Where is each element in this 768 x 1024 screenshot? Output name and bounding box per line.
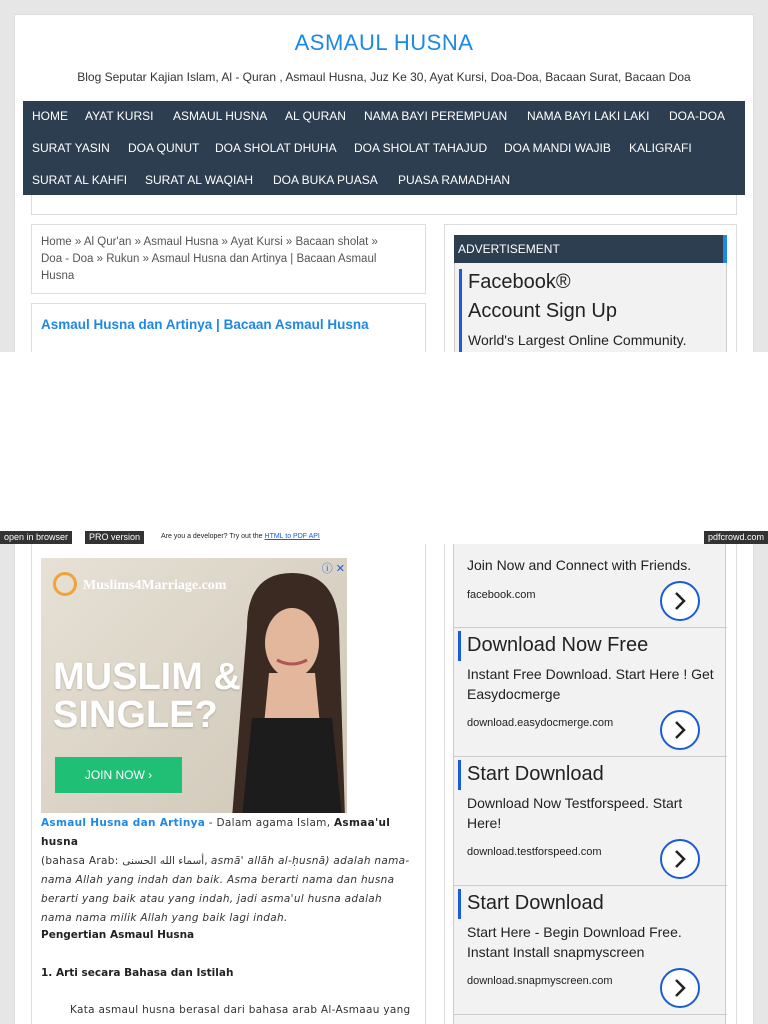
post-header <box>31 303 426 352</box>
open-in-browser-link[interactable]: open in browser <box>0 531 72 544</box>
nav-bottom-border <box>31 195 737 215</box>
ad-desc-testforspeed[interactable]: Download Now Testforspeed. Start Here! <box>467 795 683 831</box>
ad-title-start-download-2[interactable]: Start Download <box>467 892 604 914</box>
ad-desc-facebook-join[interactable]: Join Now and Connect with Friends. <box>467 557 692 573</box>
ad-unit-facebook[interactable] <box>454 544 727 628</box>
join-now-button[interactable]: JOIN NOW › <box>55 757 182 793</box>
ad-title-start-download[interactable]: Start Download <box>467 763 604 785</box>
sidebar <box>444 224 737 352</box>
ad-domain-snapmyscreen[interactable]: download.snapmyscreen.com <box>467 975 613 987</box>
ad-accent-bar <box>459 269 462 352</box>
ad-unit-testforspeed[interactable] <box>454 757 727 886</box>
ad-panel-bottom <box>453 544 726 1024</box>
nav-item-kaligrafi[interactable]: KALIGRAFI <box>629 141 692 155</box>
article-transliteration: asmā' allāh al-ḥusnā) adalah nama-nama Allah yang indah dan baik. Asma berarti nama dan husna berarti yang baik atau yang indah, jadi asma'ul husna adalah nama nama milik Allah yang baik lagi indah. <box>41 855 410 924</box>
breadcrumb-line-1[interactable]: Home » Al Qur'an » Asmaul Husna » Ayat Kursi » Bacaan sholat » <box>41 236 378 248</box>
nav-item-surat-al-kahfi[interactable]: SURAT AL KAHFI <box>32 173 128 187</box>
adchoices-close-icon[interactable]: ⓘ ✕ <box>321 563 345 575</box>
nav-item-surat-al-waqiah[interactable]: SURAT AL WAQIAH <box>145 173 254 187</box>
nav-item-doa-buka-puasa[interactable]: DOA BUKA PUASA <box>273 173 378 187</box>
chevron-right-icon[interactable] <box>660 968 700 1008</box>
developer-promo <box>161 533 320 540</box>
html-to-pdf-api-link[interactable]: HTML to PDF API <box>264 533 320 540</box>
pro-version-link[interactable]: PRO version <box>85 531 144 544</box>
top-section <box>0 0 768 352</box>
nav-item-nama-bayi-laki-laki[interactable]: NAMA BAYI LAKI LAKI <box>527 109 650 123</box>
developer-text: Are you a developer? Try out the <box>161 533 263 540</box>
ad-title-facebook[interactable]: Facebook® <box>468 271 571 293</box>
nav-item-doa-sholat-tahajud[interactable]: DOA SHOLAT TAHAJUD <box>354 141 488 155</box>
ad-domain-testforspeed[interactable]: download.testforspeed.com <box>467 846 602 858</box>
logo-ring-icon <box>53 572 77 596</box>
site-title-link[interactable]: ASMAUL HUSNA <box>294 30 474 55</box>
ad-domain-facebook[interactable]: facebook.com <box>467 589 536 601</box>
nav-item-nama-bayi-perempuan[interactable]: NAMA BAYI PEREMPUAN <box>364 109 508 123</box>
ad-desc-facebook[interactable]: World's Largest Online Community. <box>468 332 687 348</box>
chevron-right-icon[interactable] <box>660 839 700 879</box>
nav-item-doa-sholat-dhuha[interactable]: DOA SHOLAT DHUHA <box>215 141 337 155</box>
bottom-section <box>0 544 768 1024</box>
article-paragraph: Kata asmaul husna berasal dari bahasa arab Al-Asmaau yang <box>70 1004 411 1016</box>
post-title[interactable]: Asmaul Husna dan Artinya | Bacaan Asmaul Husna <box>41 317 369 332</box>
pdfcrowd-link[interactable]: pdfcrowd.com <box>704 531 768 544</box>
breadcrumb <box>31 224 426 294</box>
promo-banner[interactable] <box>41 558 347 813</box>
nav-item-surat-yasin[interactable]: SURAT YASIN <box>32 141 110 155</box>
nav-item-puasa-ramadhan[interactable]: PUASA RAMADHAN <box>398 173 511 187</box>
ad-unit-snapmyscreen[interactable] <box>454 886 727 1015</box>
section-heading-arti: 1. Arti secara Bahasa dan Istilah <box>41 967 234 979</box>
ad-domain-easydocmerge[interactable]: download.easydocmerge.com <box>467 717 614 729</box>
promo-headline-line-1: MUSLIM & <box>53 656 241 698</box>
main-nav <box>23 101 745 195</box>
chevron-right-icon[interactable] <box>660 710 700 750</box>
nav-item-doa-mandi-wajib[interactable]: DOA MANDI WAJIB <box>504 141 611 155</box>
promo-headline <box>53 658 241 734</box>
chevron-right-icon[interactable] <box>660 581 700 621</box>
article-body <box>41 814 415 928</box>
section-heading-pengertian: Pengertian Asmaul Husna <box>41 929 195 941</box>
promo-headline-line-2: SINGLE? <box>53 694 218 736</box>
nav-item-asmaul-husna[interactable]: ASMAUL HUSNA <box>173 109 268 123</box>
ad-title-facebook-2[interactable]: Account Sign Up <box>468 300 617 322</box>
ad-panel-top <box>454 263 727 352</box>
article-intro: - Dalam agama Islam, <box>205 817 334 829</box>
breadcrumb-line-2[interactable]: Doa - Doa » Rukun » Asmaul Husna dan Artinya | Bacaan Asmaul <box>41 253 377 265</box>
site-header <box>23 22 745 101</box>
pdfcrowd-bar <box>0 531 768 544</box>
article-arabic-intro: (bahasa Arab: أسماء الله الحسنى, <box>41 855 211 867</box>
ad-accent-bar <box>458 631 461 661</box>
ad-accent-bar <box>458 760 461 790</box>
nav-item-al-quran[interactable]: AL QURAN <box>285 109 346 123</box>
article-term: Asmaa'ul husna <box>41 817 391 848</box>
nav-item-doa-doa[interactable]: DOA-DOA <box>669 109 726 123</box>
ad-desc-easydocmerge[interactable]: Instant Free Download. Start Here ! Get Easydocmerge <box>467 666 714 702</box>
site-description: Blog Seputar Kajian Islam, Al - Quran , Asmaul Husna, Juz Ke 30, Ayat Kursi, Doa-Doa, Bacaan Surat, Bacaan Doa <box>77 70 691 84</box>
article-lead-link[interactable]: Asmaul Husna dan Artinya <box>41 817 206 829</box>
advertisement-heading: ADVERTISEMENT <box>454 235 727 263</box>
breadcrumb-line-3: Husna <box>41 270 75 282</box>
promo-logo: Muslims4Marriage.com <box>83 578 227 593</box>
ad-accent-bar <box>458 889 461 919</box>
nav-item-ayat-kursi[interactable]: AYAT KURSI <box>85 109 154 123</box>
nav-item-doa-qunut[interactable]: DOA QUNUT <box>128 141 200 155</box>
ad-unit-easydocmerge[interactable] <box>454 628 727 757</box>
nav-item-home[interactable]: HOME <box>32 109 68 123</box>
ad-desc-snapmyscreen[interactable]: Start Here - Begin Download Free. Instant Install snapmyscreen <box>467 924 682 960</box>
ad-title-download-now-free[interactable]: Download Now Free <box>467 634 649 656</box>
